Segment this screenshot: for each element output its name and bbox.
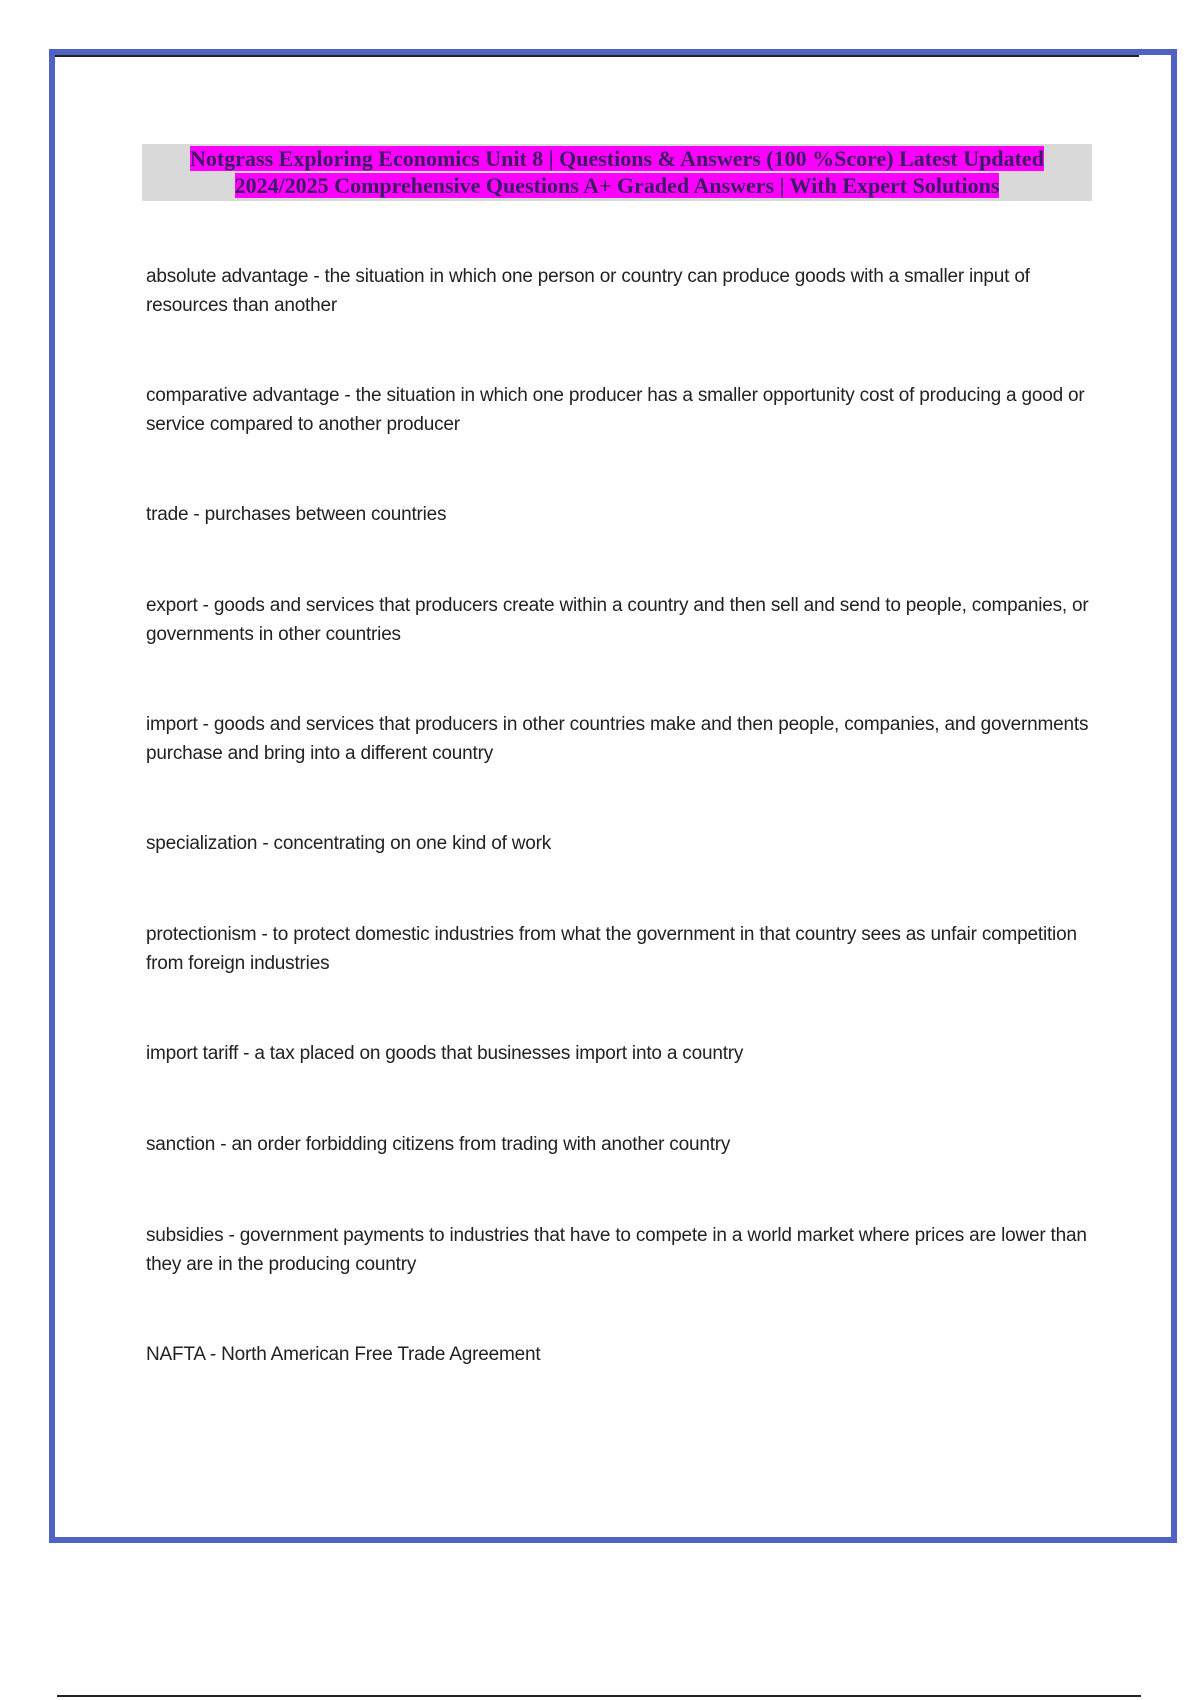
definition-entry: NAFTA - North American Free Trade Agreement [146, 1344, 541, 1365]
definition-entry: protectionism - to protect domestic industries from what the government in that country sees as unfair competition from foreign industries [146, 924, 1077, 974]
definition-entry: sanction - an order forbidding citizens from trading with another country [146, 1134, 731, 1155]
definition-entry: specialization - concentrating on one kind of work [146, 833, 552, 854]
definition-list [146, 262, 1096, 1431]
definition-entry: comparative advantage - the situation in which one producer has a smaller opportunity cost of producing a good or service compared to another producer [146, 385, 1085, 435]
document-title [142, 144, 1092, 201]
definition-entry: export - goods and services that producers create within a country and then sell and send to people, companies, or governments in other countries [146, 595, 1089, 645]
definition-entry: import - goods and services that producers in other countries make and then people, companies, and governments purchase and bring into a different country [146, 714, 1089, 764]
bottom-rule [57, 1695, 1141, 1697]
title-line-1: Notgrass Exploring Economics Unit 8 | Questions & Answers (100 %Score) Latest Updated [190, 146, 1044, 171]
definition-entry: trade - purchases between countries [146, 504, 447, 525]
definition-entry: subsidies - government payments to industries that have to compete in a world market where prices are lower than they are in the producing country [146, 1225, 1087, 1275]
title-line-2: 2024/2025 Comprehensive Questions A+ Graded Answers | With Expert Solutions [234, 172, 1000, 198]
definition-entry: import tariff - a tax placed on goods that businesses import into a country [146, 1043, 744, 1064]
definition-entry: absolute advantage - the situation in which one person or country can produce goods with a smaller input of resources than another [146, 266, 1030, 316]
top-rule [55, 55, 1139, 57]
